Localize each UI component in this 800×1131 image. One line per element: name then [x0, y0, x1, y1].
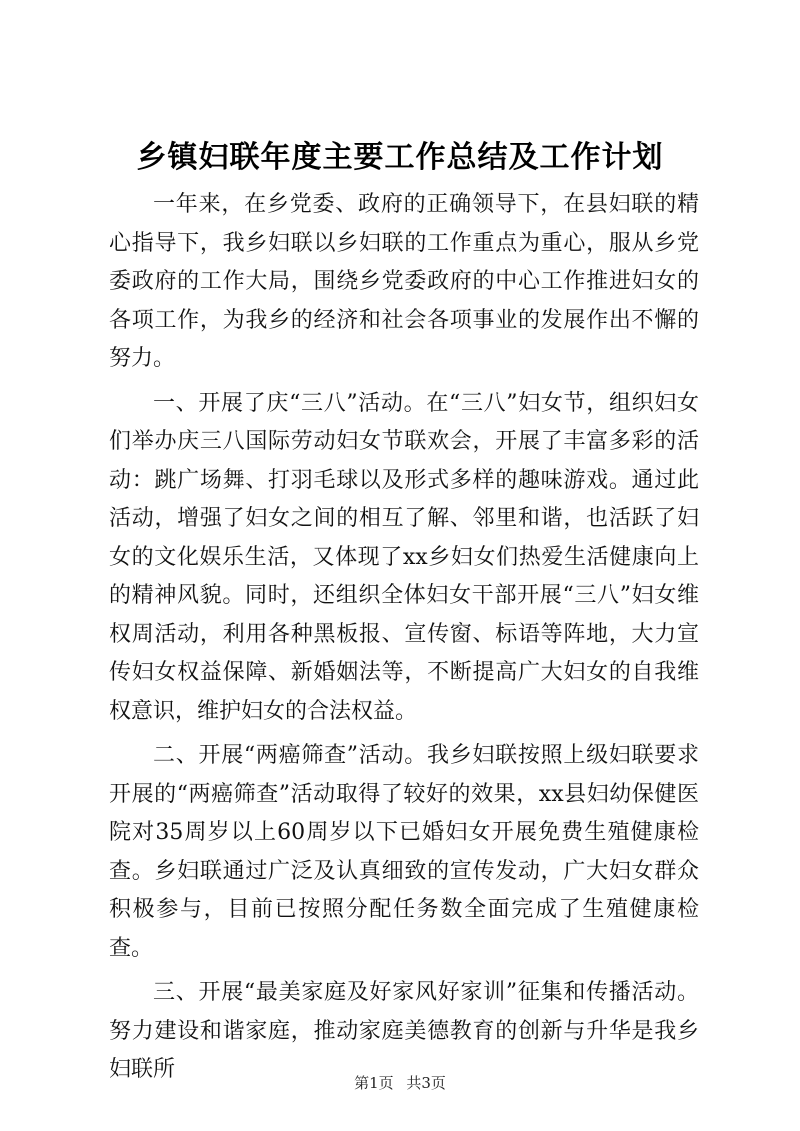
page-footer	[0, 1073, 800, 1093]
document-body	[109, 186, 699, 1090]
page-number: 第1页	[354, 1074, 394, 1092]
document-title: 乡镇妇联年度主要工作总结及工作计划	[136, 140, 664, 175]
paragraph-intro: 一年来，在乡党委、政府的正确领导下，在县妇联的精心指导下，我乡妇联以乡妇联的工作重点为重心，服从乡党委政府的工作大局，围绕乡党委政府的中心工作推进妇女的各项工作，为我乡的经济和社会各项事业的发展作出不懈的努力。	[109, 192, 699, 371]
paragraph-item-1: 一、开展了庆“三八”活动。在“三八”妇女节，组织妇女们举办庆三八国际劳动妇女节联欢会，开展了丰富多彩的活动：跳广场舞、打羽毛球以及形式多样的趣味游戏。通过此活动，增强了妇女之间的相互了解、邻里和谐，也活跃了妇女的文化娱乐生活，又体现了xx乡妇女们热爱生活健康向上的精神风貌。同时，还组织全体妇女干部开展“三八”妇女维权周活动，利用各种黑板报、宣传窗、标语等阵地，大力宣传妇女权益保障、新婚姻法等，不断提高广大妇女的自我维权意识，维护妇女的合法权益。	[109, 390, 699, 724]
page-total: 共3页	[406, 1074, 446, 1092]
paragraph-item-3: 三、开展“最美家庭及好家风好家训”征集和传播活动。努力建设和谐家庭，推动家庭美德教育的创新与升华是我乡妇联所	[109, 980, 699, 1082]
paragraph-item-2: 二、开展“两癌筛查”活动。我乡妇联按照上级妇联要求开展的“两癌筛查”活动取得了较好的效果，xx县妇幼保健医院对35周岁以上60周岁以下已婚妇女开展免费生殖健康检查。乡妇联通过广泛及认真细致的宣传发动，广大妇女群众积极参与，目前已按照分配任务数全面完成了生殖健康检查。	[109, 743, 699, 961]
